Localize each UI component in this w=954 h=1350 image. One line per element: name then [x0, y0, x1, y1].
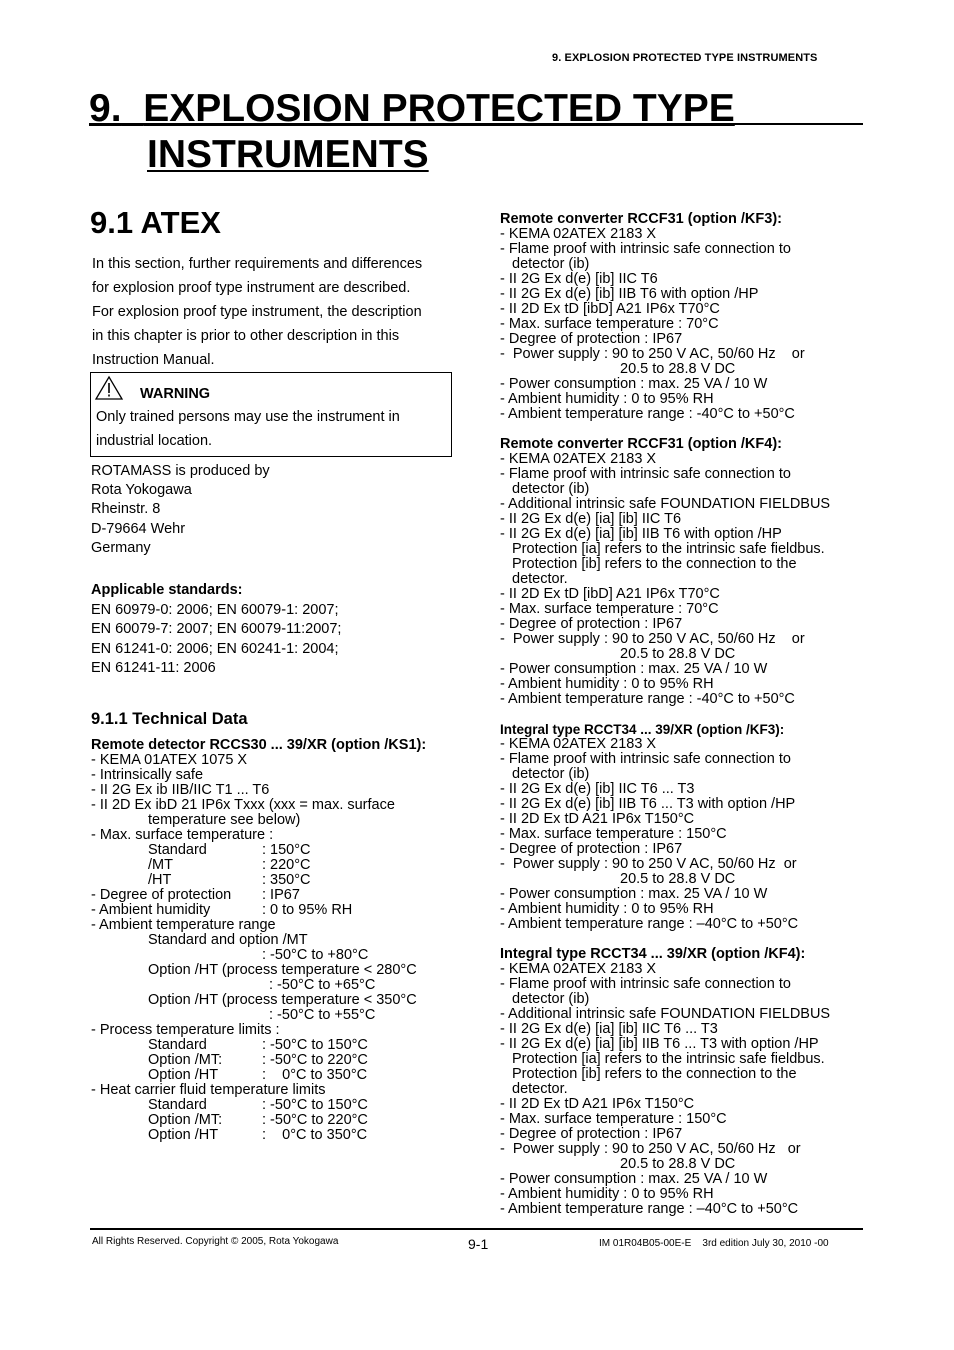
spec-line: - KEMA 02ATEX 2183 X [500, 736, 657, 752]
address-line: D-79664 Wehr [91, 520, 186, 537]
chapter-title-text-1: EXPLOSION PROTECTED TYPE [143, 87, 735, 130]
intro-line: for explosion proof type instrument are described. [92, 280, 411, 296]
applicable-standards [91, 581, 341, 679]
spec-line: Protection [ia] refers to the intrinsic safe fieldbus. [512, 541, 825, 557]
spec-label: Option /HT [148, 1067, 219, 1083]
spec-value: : 350°C [262, 872, 311, 888]
right-spec-column [500, 212, 870, 1217]
spec-line: detector (ib) [512, 481, 590, 497]
spec-value: : 220°C [262, 857, 311, 873]
spec-line: detector (ib) [512, 766, 590, 782]
spec-line: - Power supply : 90 to 250 V AC, 50/60 Hz or [500, 346, 805, 362]
spec-line: - Power supply : 90 to 250 V AC, 50/60 Hz or [500, 856, 797, 872]
spec-line: - II 2D Ex ibD 21 IP6x Txxx (xxx = max. surface [91, 797, 395, 813]
spec-line: - Ambient temperature range : –40°C to +50°C [500, 1201, 799, 1217]
spec-line: - Flame proof with intrinsic safe connection to [500, 241, 791, 257]
spec-value: : -50°C to +80°C [262, 947, 369, 963]
spec-label: /MT [148, 857, 173, 873]
spec-label: Standard [148, 842, 207, 858]
spec-line: - Intrinsically safe [91, 767, 204, 783]
spec-line: - KEMA 02ATEX 2183 X [500, 451, 657, 467]
spec-value: : -50°C to 150°C [262, 1097, 368, 1113]
standards-line: EN 60979-0: 2006; EN 60079-1: 2007; [91, 601, 339, 618]
intro-line: in this chapter is prior to other description in this [92, 328, 400, 344]
spec-heading: Integral type RCCT34 ... 39/XR (option /KF4): [500, 946, 806, 962]
warning-text [96, 405, 446, 453]
spec-heading: Remote detector RCCS30 ... 39/XR (option /KS1): [91, 737, 427, 753]
spec-line: - Power supply : 90 to 250 V AC, 50/60 Hz or [500, 631, 805, 647]
address-line: Rheinstr. 8 [91, 501, 161, 518]
spec-line: detector. [512, 571, 568, 587]
warning-line: Only trained persons may use the instrument in [96, 409, 400, 425]
left-spec-column [91, 738, 471, 1143]
spec-line: - Additional intrinsic safe FOUNDATION FIELDBUS [500, 1006, 831, 1022]
spec-row [91, 888, 471, 903]
spec-line: - Power supply : 90 to 250 V AC, 50/60 Hz or [500, 1141, 801, 1157]
spec-heading: Remote converter RCCF31 (option /KF3): [500, 211, 782, 227]
spec-row [91, 873, 471, 888]
spec-row [91, 1098, 471, 1113]
chapter-title [89, 86, 863, 178]
spec-line: - II 2G Ex d(e) [ib] IIB T6 with option /HP [500, 286, 759, 302]
spec-row [91, 858, 471, 873]
spec-label: Standard [148, 1097, 207, 1113]
spec-line: Option /HT (process temperature < 350°C [148, 992, 417, 1008]
spec-line: - Degree of protection : IP67 [500, 1126, 683, 1142]
spec-line: - Ambient temperature range : -40°C to +50°C [500, 406, 795, 422]
intro-line: Instruction Manual. [92, 352, 215, 368]
intro-line: In this section, further requirements and differences [92, 256, 423, 272]
spacer [500, 422, 870, 437]
spec-heading: Integral type RCCT34 ... 39/XR (option /KF3): [500, 722, 785, 737]
spec-line: Protection [ib] refers to the connection to the [512, 556, 797, 572]
spec-line: Option /HT (process temperature < 280°C [148, 962, 417, 978]
spacer [500, 932, 870, 947]
spec-value: : -50°C to 220°C [262, 1052, 368, 1068]
spec-line: 20.5 to 28.8 V DC [620, 871, 736, 887]
chapter-title-line-2: INSTRUMENTS [147, 133, 429, 176]
chapter-number: 9. [89, 87, 122, 130]
spec-line: - Ambient temperature range : –40°C to +50°C [500, 916, 799, 932]
footer-doc-id: IM 01R04B05-00E-E 3rd edition July 30, 2010 -00 [599, 1238, 829, 1249]
standards-line: EN 60079-7: 2007; EN 60079-11:2007; [91, 621, 342, 637]
warning-title: WARNING [140, 386, 211, 402]
spec-row [91, 1113, 471, 1128]
spec-row [91, 1068, 471, 1083]
spec-line: - Degree of protection : IP67 [500, 331, 683, 347]
spec-label: Option /HT [148, 1127, 219, 1143]
spacer [500, 707, 870, 722]
spec-label: Option /MT: [148, 1052, 223, 1068]
spec-label: /HT [148, 872, 172, 888]
intro-line: For explosion proof type instrument, the description [92, 304, 422, 320]
spec-line: - Flame proof with intrinsic safe connection to [500, 751, 791, 767]
manufacturer-address [91, 462, 270, 558]
spec-line: - Ambient temperature range : -40°C to +50°C [500, 691, 795, 707]
spec-line: - Process temperature limits : [91, 1022, 280, 1038]
spec-value: : -50°C to 220°C [262, 1112, 368, 1128]
spec-line: - Ambient humidity : 0 to 95% RH [500, 391, 714, 407]
spec-line: - II 2D Ex tD A21 IP6x T150°C [500, 811, 695, 827]
spec-line: Protection [ib] refers to the connection to the [512, 1066, 797, 1082]
spec-value: : 0 to 95% RH [262, 902, 353, 918]
spec-line: - Power consumption : max. 25 VA / 10 W [500, 886, 768, 902]
spec-line: - II 2G Ex d(e) [ia] [ib] IIB T6 ... T3 with option /HP [500, 1036, 819, 1052]
spec-line: - KEMA 01ATEX 1075 X [91, 752, 248, 768]
spec-line: detector (ib) [512, 256, 590, 272]
address-line: Rota Yokogawa [91, 482, 192, 499]
spec-line: - Max. surface temperature : 150°C [500, 826, 727, 842]
spec-line: - II 2G Ex d(e) [ib] IIC T6 ... T3 [500, 781, 695, 797]
standards-line: EN 61241-0: 2006; EN 60241-1: 2004; [91, 640, 339, 657]
spec-value: : -50°C to +55°C [269, 1007, 376, 1023]
spec-line: - II 2G Ex d(e) [ib] IIC T6 [500, 271, 658, 287]
warning-box [90, 372, 452, 457]
spec-line: - II 2D Ex tD A21 IP6x T150°C [500, 1096, 695, 1112]
spec-line: - II 2D Ex tD [ibD] A21 IP6x T70°C [500, 301, 720, 317]
page-number: 9-1 [468, 1236, 489, 1252]
spec-value: : 150°C [262, 842, 311, 858]
spec-line: Standard and option /MT [148, 932, 308, 948]
spec-line: - Max. surface temperature : 70°C [500, 316, 719, 332]
spec-value: : -50°C to 150°C [262, 1037, 368, 1053]
warning-line: industrial location. [96, 433, 213, 449]
spec-line: - Power consumption : max. 25 VA / 10 W [500, 376, 768, 392]
spec-label: Standard [148, 1037, 207, 1053]
spec-line: - Ambient humidity : 0 to 95% RH [500, 676, 714, 692]
spec-line: - KEMA 02ATEX 2183 X [500, 961, 657, 977]
spec-value: : IP67 [262, 887, 300, 903]
spec-line: - II 2D Ex tD [ibD] A21 IP6x T70°C [500, 586, 720, 602]
spec-line: - Max. surface temperature : 150°C [500, 1111, 727, 1127]
spec-label: - Degree of protection [91, 887, 232, 903]
footer-rule [90, 1228, 863, 1230]
chapter-title-line-1 [89, 86, 863, 132]
spec-line: detector (ib) [512, 991, 590, 1007]
spec-line: - Max. surface temperature : 70°C [500, 601, 719, 617]
subsection-title: 9.1.1 Technical Data [91, 710, 248, 728]
spec-line: Protection [ia] refers to the intrinsic safe fieldbus. [512, 1051, 825, 1067]
spec-value: : 0°C to 350°C [262, 1127, 368, 1143]
spec-line: - Flame proof with intrinsic safe connection to [500, 976, 791, 992]
spec-line: - II 2G Ex d(e) [ia] [ib] IIC T6 ... T3 [500, 1021, 718, 1037]
spec-line: 20.5 to 28.8 V DC [620, 1156, 736, 1172]
spec-row [91, 1038, 471, 1053]
spec-row [91, 903, 471, 918]
spec-heading: Remote converter RCCF31 (option /KF4): [500, 436, 782, 452]
footer-copyright: All Rights Reserved. Copyright © 2005, Rota Yokogawa [92, 1236, 339, 1247]
spec-line: - Power consumption : max. 25 VA / 10 W [500, 1171, 768, 1187]
spec-row [91, 1053, 471, 1068]
spec-line: - Degree of protection : IP67 [500, 841, 683, 857]
spec-line: - Heat carrier fluid temperature limits [91, 1082, 326, 1098]
spec-line: - II 2G Ex ib IIB/IIC T1 ... T6 [91, 782, 270, 798]
standards-line: EN 61241-11: 2006 [91, 660, 216, 676]
spec-line: - Flame proof with intrinsic safe connection to [500, 466, 791, 482]
spec-value: : 0°C to 350°C [262, 1067, 368, 1083]
intro-paragraph [92, 252, 460, 372]
spec-value: : -50°C to +65°C [269, 977, 376, 993]
spec-line: 20.5 to 28.8 V DC [620, 646, 736, 662]
spec-label: - Ambient humidity [91, 902, 211, 918]
running-header: 9. EXPLOSION PROTECTED TYPE INSTRUMENTS [552, 52, 818, 64]
spec-line: - KEMA 02ATEX 2183 X [500, 226, 657, 242]
spec-label: Option /MT: [148, 1112, 223, 1128]
spec-line: - II 2G Ex d(e) [ia] [ib] IIB T6 with option /HP [500, 526, 782, 542]
spec-row [91, 843, 471, 858]
warning-triangle-icon [94, 375, 124, 401]
spec-row [91, 1128, 471, 1143]
spec-line: detector. [512, 1081, 568, 1097]
spec-line: - II 2G Ex d(e) [ia] [ib] IIC T6 [500, 511, 682, 527]
spec-line: - Power consumption : max. 25 VA / 10 W [500, 661, 768, 677]
section-title: 9.1 ATEX [90, 205, 221, 240]
spec-line: - Degree of protection : IP67 [500, 616, 683, 632]
spec-line: - Ambient humidity : 0 to 95% RH [500, 1186, 714, 1202]
spec-line: - Max. surface temperature : [91, 827, 274, 843]
spec-line: - Ambient temperature range [91, 917, 276, 933]
spec-line: temperature see below) [148, 812, 301, 828]
address-line: Germany [91, 539, 151, 556]
standards-title: Applicable standards: [91, 582, 243, 598]
spec-line: - Ambient humidity : 0 to 95% RH [500, 901, 714, 917]
address-line: ROTAMASS is produced by [91, 463, 270, 479]
spec-line: 20.5 to 28.8 V DC [620, 361, 736, 377]
spec-line: - II 2G Ex d(e) [ib] IIB T6 ... T3 with option /HP [500, 796, 796, 812]
spec-line: - Additional intrinsic safe FOUNDATION FIELDBUS [500, 496, 831, 512]
